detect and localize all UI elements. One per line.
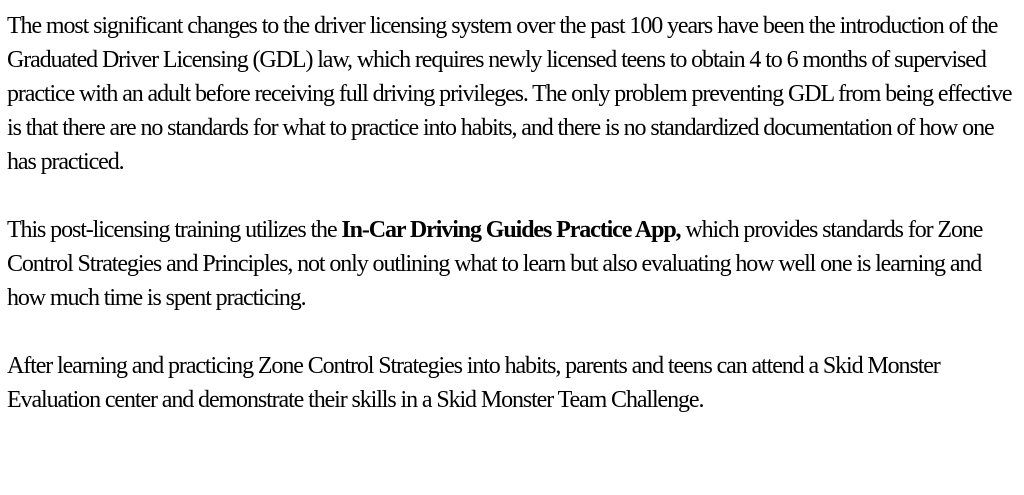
paragraph-practice-app-lead: This post-licensing training utilizes the xyxy=(7,217,342,243)
app-name-bold: In-Car Driving Guides Practice App, xyxy=(341,217,681,243)
paragraph-skid-monster: After learning and practicing Zone Control Strategies into habits, parents and teens can attend a Skid Monster Evaluation center and demonstrate their skills in a Skid Monster Team Challenge. xyxy=(7,353,940,413)
paragraph-practice-app-rest: which provides standards for Zone Control Strategies and Principles, not only outlining what to learn but also evaluating how well one is learning and how much time is spent practicing. xyxy=(7,217,983,311)
document-body xyxy=(7,9,1019,417)
paragraph-gdl-intro: The most significant changes to the driver licensing system over the past 100 years have been the introduction of the Graduated Driver Licensing (GDL) law, which requires newly licensed teens to obtain 4 to 6 months of supervised practice with an adult before receiving full driving privileges. The only problem preventing GDL from being effective is that there are no standards for what to practice into habits, and there is no standardized documentation of how one has practiced. xyxy=(7,13,1012,175)
paragraph-practice-app xyxy=(7,213,1019,315)
